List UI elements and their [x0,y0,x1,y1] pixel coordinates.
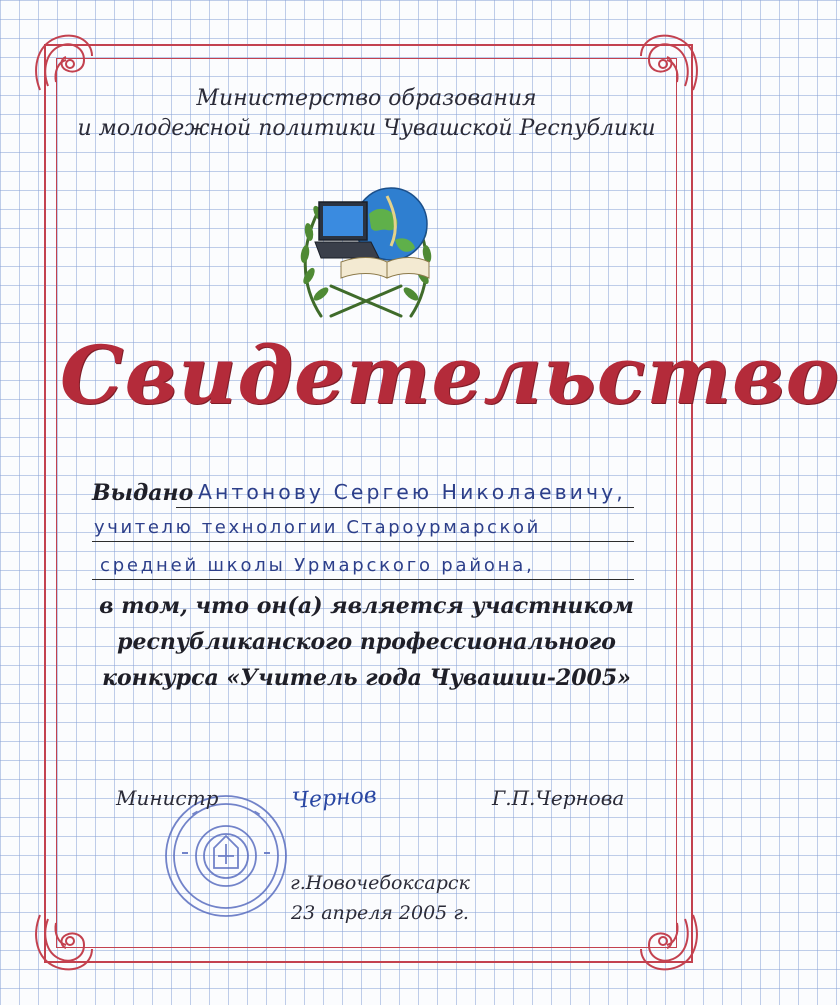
certificate-title: Свидетельство [60,328,840,422]
ornament-corner-icon [629,901,707,979]
issued-row-3 [92,548,634,582]
issue-date: 23 апреля 2005 г. [291,902,469,924]
issued-label: Выдано [92,480,194,506]
recipient-position: учителю технологии Староурмарской [94,517,541,538]
statement-line-1: в том, что он(а) является участником [99,593,634,619]
minister-name: Г.П.Чернова [492,786,625,810]
issuer-line-1: Министерство образования [196,86,537,111]
issued-row-1 [92,476,634,510]
statement-line-2: республиканского профессионального [117,629,616,655]
fill-line [176,507,634,508]
city: г.Новочебоксарск [290,872,470,894]
handwritten-signature: Чернов [291,783,378,814]
recipient-school: средней школы Урмарского района, [100,555,535,576]
recipient-name: Антонову Сергею Николаевичу, [198,480,626,504]
ornament-corner-icon [26,901,104,979]
fill-line [92,579,634,580]
fill-line [92,541,634,542]
issued-row-2 [92,510,634,544]
minister-label: Министр [116,786,219,810]
statement-line-3: конкурса «Учитель года Чувашии-2005» [102,665,631,691]
issuer-line-2: и молодежной политики Чувашской Республики [77,116,656,141]
laptop-globe-book-laurel-icon [291,166,441,320]
